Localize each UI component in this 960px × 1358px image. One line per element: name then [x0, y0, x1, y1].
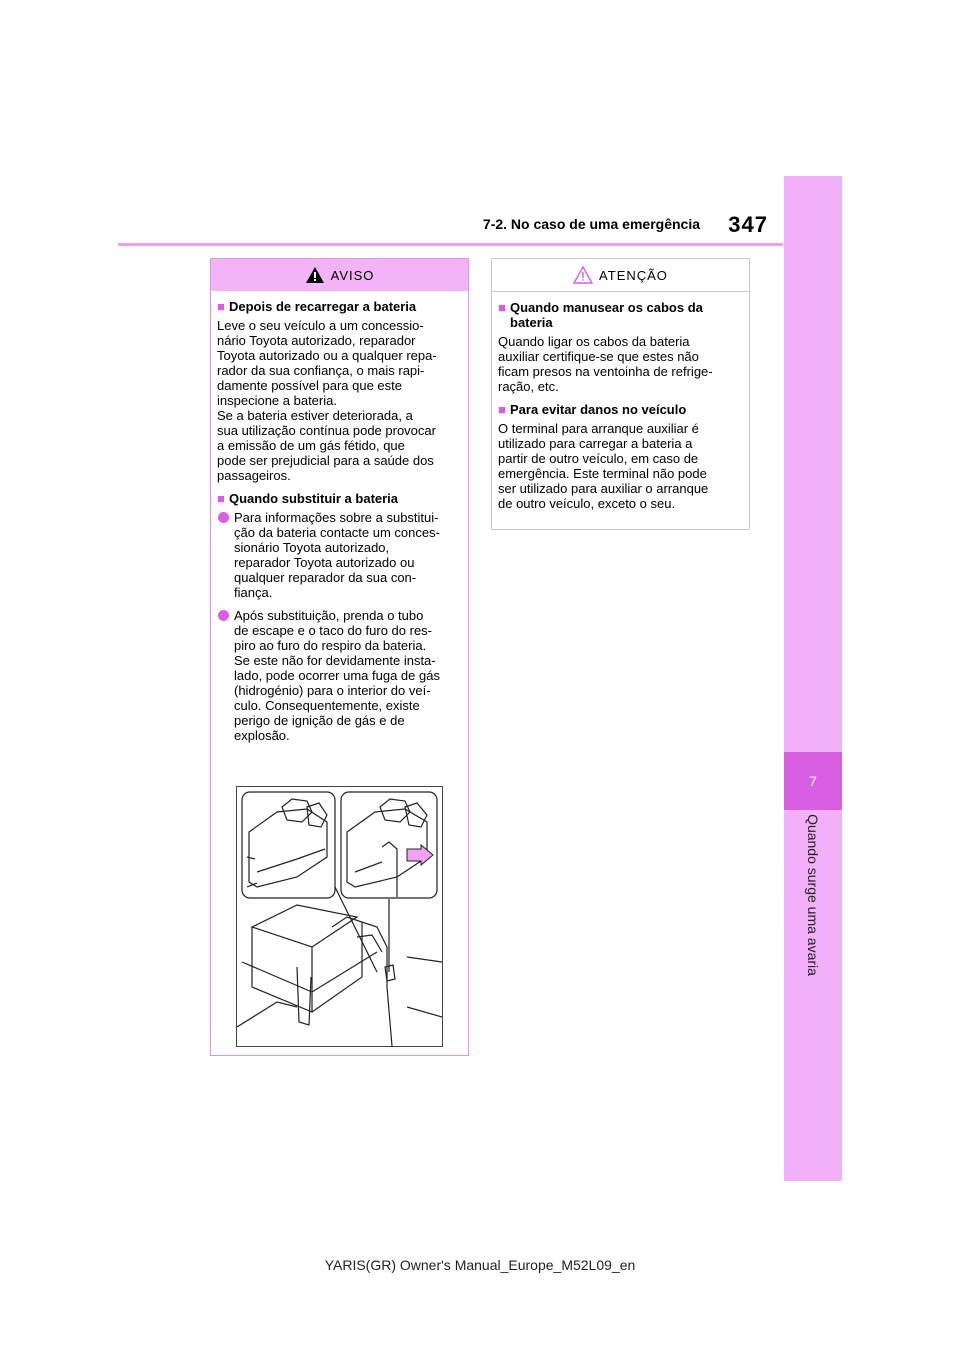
caution-box — [491, 258, 750, 530]
section-title-header: 7-2. No caso de uma emergência — [482, 216, 700, 232]
battery-illustration — [236, 786, 443, 1047]
square-bullet-icon: ■ — [217, 299, 225, 314]
caution-section-title-damage: ■ Para evitar danos no veículo — [498, 402, 687, 417]
side-chapter-tab — [784, 176, 842, 1181]
caution-section-title-cables: ■ Quando manusear os cabos da bateria — [498, 300, 703, 330]
header-divider — [118, 243, 783, 246]
round-bullet-icon — [218, 512, 229, 523]
footer-manual-id: YARIS(GR) Owner's Manual_Europe_M52L09_en — [324, 1257, 636, 1273]
list-item: Após substituição, prenda o tubo de escape e o taco do furo do res- piro ao furo do respiro da bateria. Se este não for devidamente insta- lado, pode ocorrer uma fuga de gás (hidrogénio) para o interior do veí- culo. Consequentemente, existe perigo de ignição de gás e de explosão. — [217, 608, 460, 743]
warning-title: AVISO — [330, 267, 375, 283]
chapter-label: Quando surge uma avaria — [805, 814, 821, 976]
caution-triangle-icon — [573, 266, 593, 284]
square-bullet-icon: ■ — [217, 491, 225, 506]
caution-title: ATENÇÃO — [599, 267, 668, 283]
caution-cables-text: Quando ligar os cabos da bateria auxiliar certifique-se que estes não ficam presos na ventoinha de refrige- ração, etc. — [498, 334, 713, 394]
square-bullet-icon: ■ — [498, 300, 506, 315]
list-item: Para informações sobre a substitui- ção da bateria contacte um conces- sionário Toyota autorizado, reparador Toyota autorizado ou qualquer reparador da sua con- fiança. — [217, 510, 460, 600]
caution-damage-text: O terminal para arranque auxiliar é utilizado para carregar a bateria a partir de outro veículo, em caso de emergência. Este terminal não pode ser utilizado para auxiliar o arranque de outro veículo, exceto o seu. — [498, 421, 709, 511]
warning-header — [211, 259, 468, 291]
square-bullet-icon: ■ — [498, 402, 506, 417]
round-bullet-icon — [218, 610, 229, 621]
page-number: 347 — [728, 212, 768, 237]
caution-header — [492, 259, 749, 292]
warning-section-title-recharge: ■ Depois de recarregar a bateria — [217, 299, 417, 314]
chapter-number: 7 — [784, 752, 842, 810]
warning-recharge-text: Leve o seu veículo a um concessio- nário Toyota autorizado, reparador Toyota autorizado ou a qualquer repa- rador da sua confiança, o mais rapi- damente possível para que este inspecione a bateria. Se a bateria estiver deteriorada, a sua utilização contínua pode provocar a emissão de um gás fétido, que pode ser prejudicial para a saúde dos passageiros. — [217, 318, 437, 483]
warning-triangle-icon — [305, 266, 325, 284]
battery-drawing — [237, 787, 442, 1046]
warning-section-title-replace: ■ Quando substituir a bateria — [217, 491, 399, 506]
